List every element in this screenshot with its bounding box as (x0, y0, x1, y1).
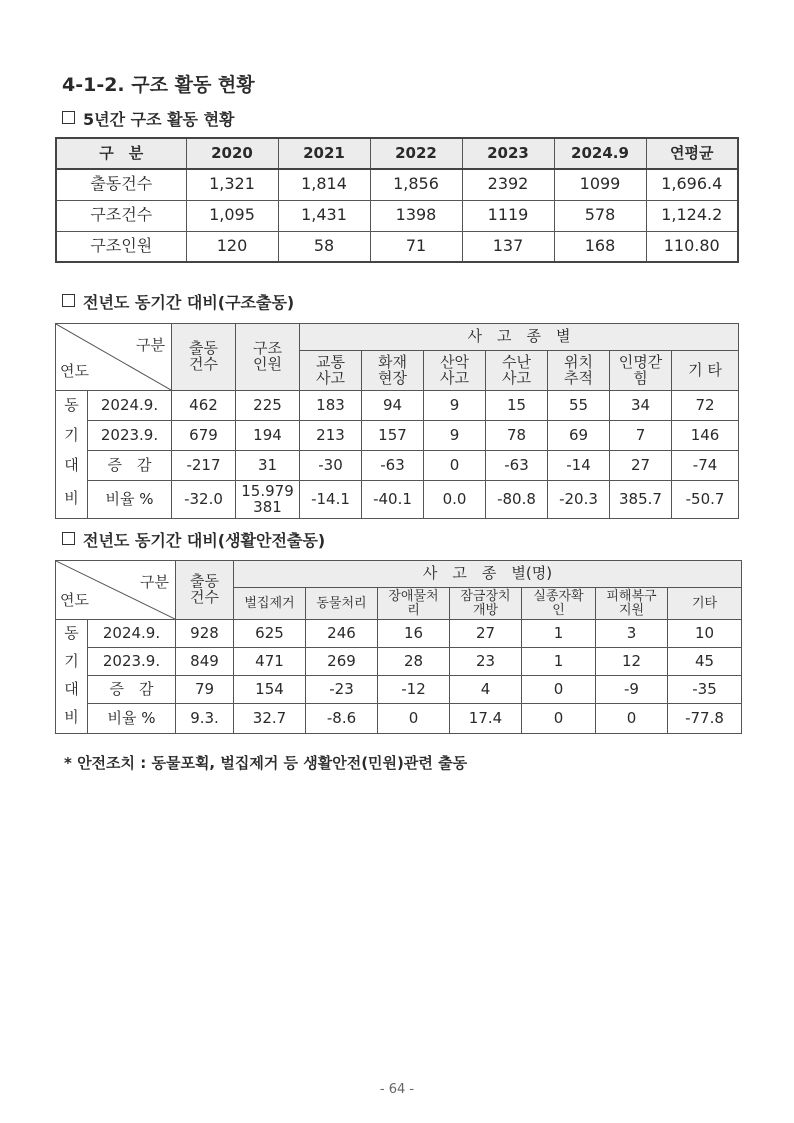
header-type-location: 위치 추적 (548, 351, 610, 391)
table-cell: 1,696.4 (646, 169, 738, 200)
table-cell: 269 (306, 648, 378, 676)
row-label: 2024.9. (88, 391, 172, 421)
header-type-animal: 동물처리 (306, 588, 378, 620)
table-row (56, 704, 742, 734)
table-cell: 679 (172, 421, 236, 451)
row-group-label: 대 (56, 676, 88, 704)
table-cell: 31 (236, 451, 300, 481)
table-cell: 1 (522, 620, 596, 648)
header-type-beehive: 벌집제거 (234, 588, 306, 620)
table-cell: 1,856 (370, 169, 462, 200)
table-cell: 462 (172, 391, 236, 421)
table-cell: 849 (176, 648, 234, 676)
row-group-label: 기 (56, 648, 88, 676)
table-cell: 385.7 (610, 481, 672, 519)
header-cell: 구 분 (56, 138, 186, 169)
table-cell: -63 (362, 451, 424, 481)
table-cell: 0 (378, 704, 450, 734)
table-cell: 34 (610, 391, 672, 421)
table-cell: -23 (306, 676, 378, 704)
table-cell: 246 (306, 620, 378, 648)
table-cell: 94 (362, 391, 424, 421)
table-row (56, 200, 738, 231)
table-cell: 27 (450, 620, 522, 648)
table-cell: 32.7 (234, 704, 306, 734)
row-group-label: 동 (56, 620, 88, 648)
row-group-label: 동 (56, 391, 88, 421)
row-label: 구조인원 (56, 231, 186, 262)
row-label: 2023.9. (88, 648, 176, 676)
header-cell: 2020 (186, 138, 278, 169)
table-cell: 10 (668, 620, 742, 648)
checkbox-square-icon (62, 294, 75, 307)
five-year-rescue-table (55, 137, 739, 263)
table-cell: 110.80 (646, 231, 738, 262)
header-accident-type-group: 사 고 종 별(명) (234, 561, 742, 588)
table-cell: 15 (486, 391, 548, 421)
table-cell: 3 (596, 620, 668, 648)
table-row (56, 169, 738, 200)
table-cell: 183 (300, 391, 362, 421)
table-header-row (56, 561, 742, 588)
header-dispatch-count: 출동 건수 (172, 324, 236, 391)
header-type-other: 기타 (668, 588, 742, 620)
table-cell: 1,124.2 (646, 200, 738, 231)
table-cell: 9 (424, 421, 486, 451)
table-cell: -74 (672, 451, 739, 481)
table-cell: 1398 (370, 200, 462, 231)
table-cell: 146 (672, 421, 739, 451)
table3-heading: 전년도 동기간 대비(생활안전출동) (62, 528, 325, 551)
table-cell: -14 (548, 451, 610, 481)
table-row (56, 231, 738, 262)
table-cell: -8.6 (306, 704, 378, 734)
diagonal-line-icon (56, 324, 171, 390)
table-cell: 27 (610, 451, 672, 481)
table-header-row (56, 324, 739, 351)
header-type-fire: 화재 현장 (362, 351, 424, 391)
table-cell: 225 (236, 391, 300, 421)
table-row (56, 620, 742, 648)
footnote: * 안전조치 : 동물포획, 벌집제거 등 생활안전(민원)관련 출동 (64, 754, 468, 772)
page-number: - 64 - (379, 1082, 415, 1097)
table-cell: -32.0 (172, 481, 236, 519)
header-type-trapped: 인명갇 힘 (610, 351, 672, 391)
checkbox-square-icon (62, 111, 75, 124)
table-cell: -40.1 (362, 481, 424, 519)
table-cell: 0 (522, 676, 596, 704)
table-cell: 79 (176, 676, 234, 704)
table-cell: 154 (234, 676, 306, 704)
table-cell: 16 (378, 620, 450, 648)
header-type-lock-opening: 잠금장치 개방 (450, 588, 522, 620)
table-row (56, 648, 742, 676)
diagonal-header-cell: 구분 연도 (56, 561, 176, 620)
table-cell: -80.8 (486, 481, 548, 519)
table-cell: -77.8 (668, 704, 742, 734)
header-type-damage-recovery: 피해복구 지원 (596, 588, 668, 620)
header-rescued-people: 구조 인원 (236, 324, 300, 391)
table2-heading: 전년도 동기간 대비(구조출동) (62, 290, 294, 313)
row-group-label: 비 (56, 704, 88, 734)
row-label: 증 감 (88, 451, 172, 481)
table-cell: 58 (278, 231, 370, 262)
table-cell: -12 (378, 676, 450, 704)
row-label: 증 감 (88, 676, 176, 704)
table-cell: 137 (462, 231, 554, 262)
table-cell: 120 (186, 231, 278, 262)
table-row (56, 676, 742, 704)
table-cell: 17.4 (450, 704, 522, 734)
row-label: 2023.9. (88, 421, 172, 451)
header-type-missing-person: 실종자확 인 (522, 588, 596, 620)
table-cell: 1,431 (278, 200, 370, 231)
table-cell: 7 (610, 421, 672, 451)
header-type-obstacle: 장애물처 리 (378, 588, 450, 620)
header-type-traffic: 교통 사고 (300, 351, 362, 391)
table-cell: 1099 (554, 169, 646, 200)
table-cell: 71 (370, 231, 462, 262)
table-cell: -63 (486, 451, 548, 481)
table-cell: 12 (596, 648, 668, 676)
row-group-label: 기 (56, 421, 88, 451)
table-cell: 0 (596, 704, 668, 734)
table-cell: 0 (424, 451, 486, 481)
header-dispatch-count: 출동 건수 (176, 561, 234, 620)
row-group-label: 대 (56, 451, 88, 481)
table-cell: 213 (300, 421, 362, 451)
table-cell: -35 (668, 676, 742, 704)
row-label: 비율 % (88, 481, 172, 519)
table-cell: -217 (172, 451, 236, 481)
row-label: 비율 % (88, 704, 176, 734)
table-cell: 9 (424, 391, 486, 421)
table-cell: 0.0 (424, 481, 486, 519)
table-row (56, 421, 739, 451)
table-cell: 72 (672, 391, 739, 421)
table-cell: 1,814 (278, 169, 370, 200)
table-cell: -50.7 (672, 481, 739, 519)
table-cell: 55 (548, 391, 610, 421)
table-cell: 168 (554, 231, 646, 262)
table-cell: 15.979 381 (236, 481, 300, 519)
row-label: 구조건수 (56, 200, 186, 231)
row-label: 출동건수 (56, 169, 186, 200)
table1-heading: 5년간 구조 활동 현황 (62, 107, 235, 130)
row-label: 2024.9. (88, 620, 176, 648)
table-row (56, 391, 739, 421)
header-type-mountain: 산악 사고 (424, 351, 486, 391)
table-cell: -20.3 (548, 481, 610, 519)
table-cell: 23 (450, 648, 522, 676)
table-cell: 2392 (462, 169, 554, 200)
table-cell: 0 (522, 704, 596, 734)
table-cell: 1119 (462, 200, 554, 231)
section-title: 4-1-2. 구조 활동 현황 (62, 74, 255, 96)
table-cell: 45 (668, 648, 742, 676)
table-header-row (56, 138, 738, 169)
checkbox-square-icon (62, 532, 75, 545)
table-cell: 194 (236, 421, 300, 451)
table-cell: 625 (234, 620, 306, 648)
table-cell: 157 (362, 421, 424, 451)
header-type-other: 기 타 (672, 351, 739, 391)
row-group-label: 비 (56, 481, 88, 519)
header-cell: 2022 (370, 138, 462, 169)
table-cell: 1,321 (186, 169, 278, 200)
table-cell: -30 (300, 451, 362, 481)
table-cell: 928 (176, 620, 234, 648)
table-cell: -9 (596, 676, 668, 704)
header-type-water: 수난 사고 (486, 351, 548, 391)
table-cell: 471 (234, 648, 306, 676)
header-cell: 2021 (278, 138, 370, 169)
table-cell: -14.1 (300, 481, 362, 519)
rescue-dispatch-comparison-table (55, 323, 739, 519)
table-row (56, 451, 739, 481)
table-cell: 78 (486, 421, 548, 451)
header-cell: 2023 (462, 138, 554, 169)
table-cell: 1,095 (186, 200, 278, 231)
table-cell: 9.3. (176, 704, 234, 734)
table-row (56, 481, 739, 519)
header-cell: 연평균 (646, 138, 738, 169)
header-cell: 2024.9 (554, 138, 646, 169)
diagonal-header-cell: 구분 연도 (56, 324, 172, 391)
table-cell: 4 (450, 676, 522, 704)
header-accident-type-group: 사 고 종 별 (300, 324, 739, 351)
table-cell: 1 (522, 648, 596, 676)
table-cell: 578 (554, 200, 646, 231)
table-cell: 69 (548, 421, 610, 451)
life-safety-dispatch-comparison-table (55, 560, 742, 734)
table-cell: 28 (378, 648, 450, 676)
